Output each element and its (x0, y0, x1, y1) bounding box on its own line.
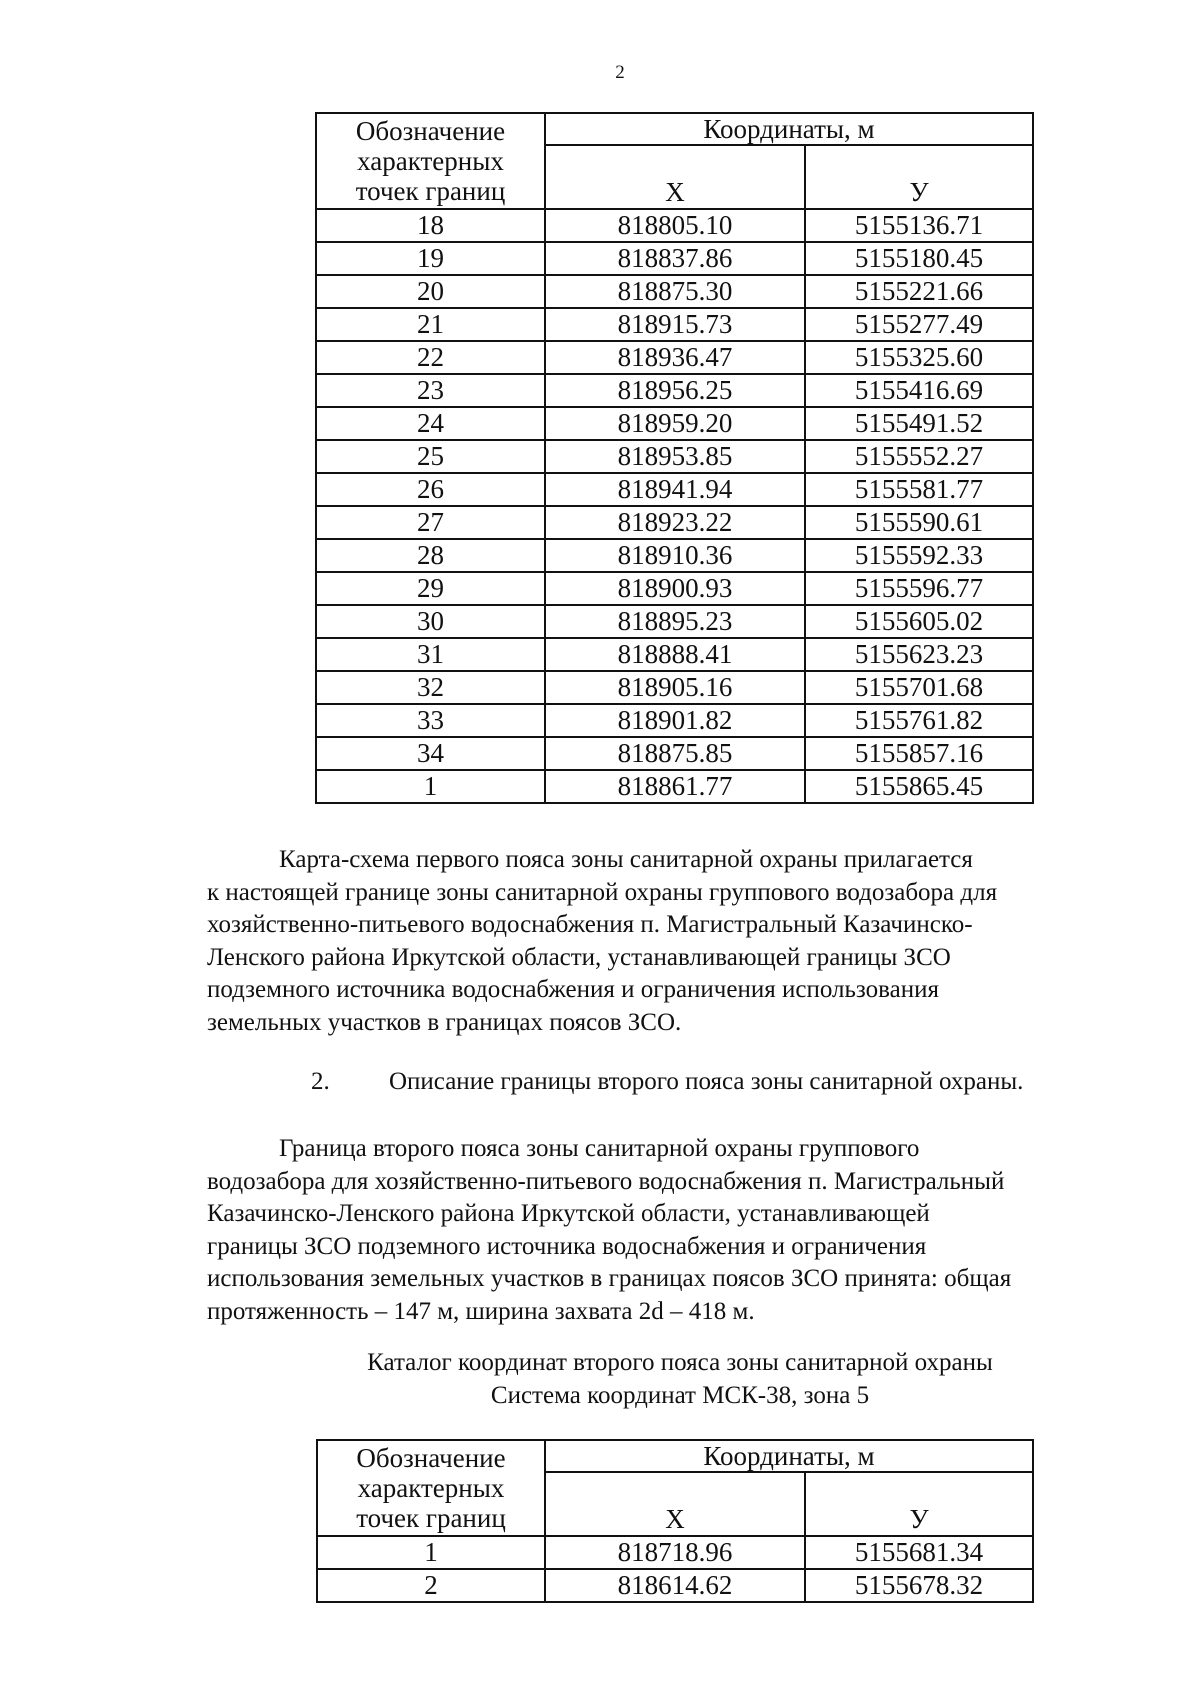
x-cell: 818923.22 (545, 506, 805, 539)
point-cell: 33 (316, 704, 545, 737)
x-cell: 818915.73 (545, 308, 805, 341)
y-cell: 5155581.77 (805, 473, 1033, 506)
y-cell: 5155623.23 (805, 638, 1033, 671)
table-row (316, 737, 1033, 770)
table-row (316, 638, 1033, 671)
belt-2-description: Граница второго пояса зоны санитарной охраны группового водозабора для хозяйственно-питьевого водоснабжения п. Магистральный Казачинско-Ленского района Иркутской области, устанавливающей границы ЗСО подземного источника водоснабжения и ограничения использования земельных участков в границах поясов ЗСО принята: общая протяженность – 147 м, ширина захвата 2d – 418 м. (207, 1135, 1012, 1325)
x-cell: 818805.10 (545, 209, 805, 242)
y-cell: 5155678.32 (805, 1569, 1033, 1602)
y-cell: 5155416.69 (805, 374, 1033, 407)
x-cell: 818837.86 (545, 242, 805, 275)
point-cell: 25 (316, 440, 545, 473)
x-cell: 818910.36 (545, 539, 805, 572)
table-row (316, 407, 1033, 440)
point-cell: 31 (316, 638, 545, 671)
x-cell: 818959.20 (545, 407, 805, 440)
x-cell: 818953.85 (545, 440, 805, 473)
y-cell: 5155605.02 (805, 605, 1033, 638)
point-cell: 24 (316, 407, 545, 440)
y-cell: 5155325.60 (805, 341, 1033, 374)
point-cell: 20 (316, 275, 545, 308)
y-cell: 5155761.82 (805, 704, 1033, 737)
table-row (316, 374, 1033, 407)
table-row (316, 671, 1033, 704)
x-cell: 818936.47 (545, 341, 805, 374)
x-cell: 818718.96 (545, 1536, 805, 1569)
y-cell: 5155180.45 (805, 242, 1033, 275)
y-cell: 5155491.52 (805, 407, 1033, 440)
coordinates-table-belt-1 (315, 112, 1034, 804)
table-row (316, 704, 1033, 737)
section-2-heading (311, 1066, 1023, 1098)
table-row (316, 308, 1033, 341)
header-coordinates: Координаты, м (545, 113, 1033, 145)
table-row (316, 539, 1033, 572)
x-cell: 818875.85 (545, 737, 805, 770)
point-cell: 27 (316, 506, 545, 539)
y-cell: 5155221.66 (805, 275, 1033, 308)
header-y: У (805, 1472, 1033, 1536)
table-row (316, 572, 1033, 605)
y-cell: 5155865.45 (805, 770, 1033, 803)
y-cell: 5155277.49 (805, 308, 1033, 341)
table-row (316, 242, 1033, 275)
catalog-caption (260, 1346, 1100, 1412)
point-cell: 30 (316, 605, 545, 638)
table-row (316, 440, 1033, 473)
point-cell: 29 (316, 572, 545, 605)
point-cell: 23 (316, 374, 545, 407)
y-cell: 5155590.61 (805, 506, 1033, 539)
table-row (316, 605, 1033, 638)
y-cell: 5155681.34 (805, 1536, 1033, 1569)
point-cell: 1 (317, 1536, 545, 1569)
point-cell: 22 (316, 341, 545, 374)
point-cell: 19 (316, 242, 545, 275)
y-cell: 5155701.68 (805, 671, 1033, 704)
x-cell: 818888.41 (545, 638, 805, 671)
coordinates-table-belt-2 (316, 1439, 1034, 1603)
point-cell: 26 (316, 473, 545, 506)
caption-title: Каталог координат второго пояса зоны санитарной охраны (367, 1349, 993, 1376)
y-cell: 5155857.16 (805, 737, 1033, 770)
point-cell: 21 (316, 308, 545, 341)
table-row (316, 341, 1033, 374)
table-row (316, 473, 1033, 506)
point-cell: 18 (316, 209, 545, 242)
x-cell: 818895.23 (545, 605, 805, 638)
table-row (316, 209, 1033, 242)
y-cell: 5155592.33 (805, 539, 1033, 572)
table-row (316, 275, 1033, 308)
caption-coordinate-system: Система координат МСК-38, зона 5 (490, 1382, 870, 1409)
header-y: У (805, 145, 1033, 209)
point-cell: 1 (316, 770, 545, 803)
belt-1-map-note: Карта-схема первого пояса зоны санитарной охраны прилагается к настоящей границе зоны санитарной охраны группового водозабора для хозяйственно-питьевого водоснабжения п. Магистральный Казачинско- Ленского района Иркутской области, устанавливающей границы ЗСО подземного источника водоснабжения и ограничения использования земельных участков в границах поясов ЗСО. (207, 846, 998, 1036)
page-number: 2 (615, 62, 625, 83)
header-point-designation: Обозначение характерных точек границ (317, 1440, 545, 1536)
y-cell: 5155552.27 (805, 440, 1033, 473)
table-row (317, 1536, 1033, 1569)
x-cell: 818875.30 (545, 275, 805, 308)
y-cell: 5155596.77 (805, 572, 1033, 605)
x-cell: 818614.62 (545, 1569, 805, 1602)
table-row (316, 770, 1033, 803)
x-cell: 818900.93 (545, 572, 805, 605)
section-title: Описание границы второго пояса зоны санитарной охраны. (389, 1068, 1024, 1095)
header-point-designation: Обозначение характерных точек границ (316, 113, 545, 209)
x-cell: 818905.16 (545, 671, 805, 704)
x-cell: 818956.25 (545, 374, 805, 407)
header-coordinates: Координаты, м (545, 1440, 1033, 1472)
section-number: 2. (311, 1068, 330, 1095)
point-cell: 34 (316, 737, 545, 770)
table-row (317, 1569, 1033, 1602)
header-x: Х (545, 1472, 805, 1536)
y-cell: 5155136.71 (805, 209, 1033, 242)
table-row (316, 506, 1033, 539)
point-cell: 28 (316, 539, 545, 572)
point-cell: 2 (317, 1569, 545, 1602)
point-cell: 32 (316, 671, 545, 704)
x-cell: 818941.94 (545, 473, 805, 506)
header-x: Х (545, 145, 805, 209)
x-cell: 818861.77 (545, 770, 805, 803)
x-cell: 818901.82 (545, 704, 805, 737)
